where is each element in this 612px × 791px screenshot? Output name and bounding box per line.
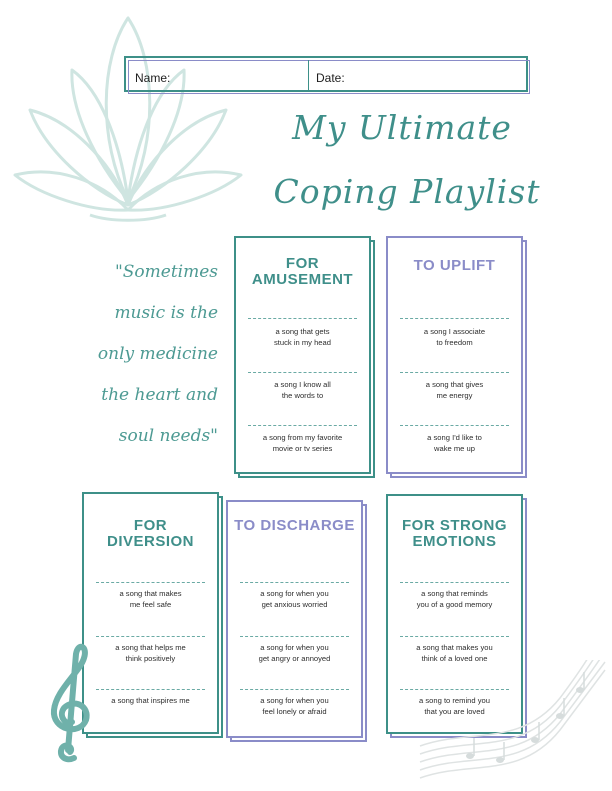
music-staff-notes-icon bbox=[410, 660, 610, 791]
answer-line[interactable] bbox=[400, 372, 509, 373]
card-prompt: a song that makes me feel safe bbox=[119, 589, 182, 609]
quote-line: music is the bbox=[114, 303, 218, 323]
card-heading: FOR DIVERSION bbox=[106, 517, 194, 550]
card-prompt: a song from my favorite movie or tv series bbox=[262, 433, 343, 453]
card-prompt: a song that makes you think of a loved one bbox=[416, 643, 493, 663]
answer-line[interactable] bbox=[240, 636, 349, 637]
answer-line[interactable] bbox=[248, 372, 357, 373]
title-line-2: Coping Playlist bbox=[273, 172, 541, 211]
quote-line: "Sometimes bbox=[114, 262, 218, 282]
quote-line: the heart and bbox=[101, 385, 218, 405]
quote-line: soul needs" bbox=[118, 426, 218, 446]
answer-line[interactable] bbox=[248, 318, 357, 319]
answer-line[interactable] bbox=[240, 582, 349, 583]
treble-clef-icon bbox=[46, 640, 96, 765]
card-prompt: a song that gets stuck in my head bbox=[274, 327, 331, 347]
answer-line[interactable] bbox=[400, 636, 509, 637]
date-field-label: Date: bbox=[316, 71, 345, 85]
answer-line[interactable] bbox=[240, 689, 349, 690]
card-discharge bbox=[226, 500, 367, 742]
title-line-1: My Ultimate bbox=[292, 108, 512, 147]
card-uplift bbox=[386, 236, 527, 478]
name-date-divider bbox=[308, 60, 309, 92]
name-date-bar bbox=[124, 56, 526, 90]
card-heading: TO DISCHARGE bbox=[234, 517, 355, 534]
answer-line[interactable] bbox=[400, 582, 509, 583]
answer-line[interactable] bbox=[96, 689, 205, 690]
card-prompt: a song for when you get angry or annoyed bbox=[258, 643, 331, 663]
answer-line[interactable] bbox=[96, 636, 205, 637]
card-prompt: a song to remind you that you are loved bbox=[419, 696, 490, 716]
lotus-flower-icon bbox=[0, 0, 260, 230]
card-prompt: a song that reminds you of a good memory bbox=[416, 589, 493, 609]
card-diversion bbox=[82, 492, 223, 738]
card-prompt: a song for when you get anxious worried bbox=[260, 589, 329, 609]
answer-line[interactable] bbox=[400, 425, 509, 426]
card-prompt: a song for when you feel lonely or afraid bbox=[260, 696, 329, 716]
card-heading: TO UPLIFT bbox=[413, 257, 496, 274]
card-prompt: a song that gives me energy bbox=[425, 380, 484, 400]
quote-line: only medicine bbox=[97, 344, 218, 364]
answer-line[interactable] bbox=[248, 425, 357, 426]
card-heading: FOR AMUSEMENT bbox=[251, 255, 354, 288]
card-prompt: a song that helps me think positively bbox=[115, 643, 186, 663]
card-prompt: a song that inspires me bbox=[111, 696, 190, 705]
card-amusement bbox=[234, 236, 375, 478]
answer-line[interactable] bbox=[400, 318, 509, 319]
answer-line[interactable] bbox=[96, 582, 205, 583]
name-field-label: Name: bbox=[135, 71, 171, 85]
card-prompt: a song I know all the words to bbox=[274, 380, 331, 400]
card-prompt: a song I'd like to wake me up bbox=[427, 433, 482, 453]
card-heading: FOR STRONG EMOTIONS bbox=[402, 517, 507, 550]
card-prompt: a song I associate to freedom bbox=[423, 327, 486, 347]
quote-block bbox=[38, 252, 218, 457]
